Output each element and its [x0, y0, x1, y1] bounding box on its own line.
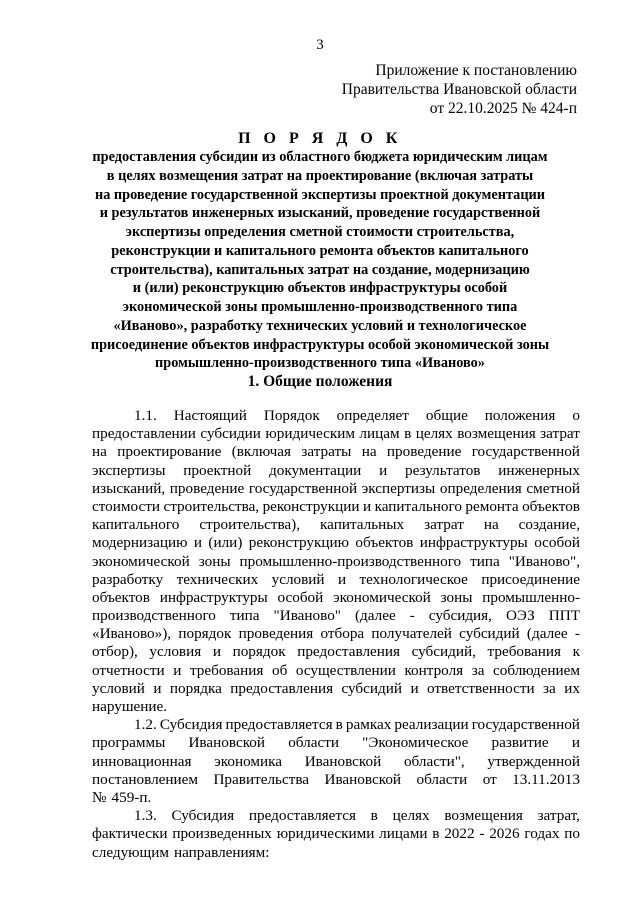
word: "Иваново",: [508, 552, 580, 570]
word: Настоящий: [173, 407, 247, 424]
word: и: [173, 661, 182, 679]
word: предоставляется: [225, 716, 333, 734]
word: экспертизы: [92, 461, 166, 479]
word: экономика: [214, 752, 282, 770]
body-line: [92, 571, 580, 589]
appendix-line: от 22.10.2025 № 424-п: [429, 99, 577, 117]
word: затрат: [540, 425, 580, 443]
body-line: [92, 825, 580, 843]
subtitle-line: «Иваново», разработку технических условий и технологическое: [113, 317, 527, 334]
subtitle-line: промышленно-производственного типа «Иваново»: [155, 355, 485, 372]
word: и: [212, 643, 221, 661]
word: технических: [176, 570, 259, 588]
word: капитального: [92, 516, 180, 534]
body-line: [92, 844, 580, 862]
word: ремонта: [465, 497, 519, 515]
body-line: [92, 425, 580, 443]
word: результатов: [405, 461, 481, 479]
word: за: [543, 679, 556, 697]
word: документации: [269, 461, 362, 479]
word: реализации: [394, 716, 469, 734]
body-line: [92, 443, 580, 461]
body-line: [92, 662, 580, 680]
word: ОЭЗ: [505, 607, 535, 625]
subtitle-line: на проведение государственной экспертизы проектной документации: [94, 186, 546, 203]
word: за: [471, 661, 485, 679]
word: реконструкции: [262, 497, 360, 515]
word: соблюдением: [493, 661, 580, 679]
word: 13.11.2013: [512, 770, 580, 788]
word: объектов: [92, 588, 150, 606]
body-line: [92, 698, 580, 716]
page-number: 3: [316, 37, 324, 53]
word: 2022: [444, 825, 475, 843]
word: проектирование: [117, 443, 222, 461]
body-line: [92, 716, 580, 734]
word: и: [337, 570, 347, 588]
word: затрат: [424, 516, 464, 534]
body-line: [92, 625, 580, 643]
word: проведение: [386, 443, 462, 461]
word: предоставления: [297, 643, 401, 661]
body-line: [92, 534, 580, 552]
word: (включая: [231, 443, 292, 461]
word: Ивановской: [324, 770, 402, 788]
word: программы: [92, 734, 166, 752]
word: "Иваново": [273, 607, 341, 625]
word: направлениям:: [173, 843, 270, 861]
word: юридическим: [265, 425, 355, 443]
word: их: [564, 679, 580, 697]
word: ППТ: [548, 607, 580, 625]
word: проведение: [169, 479, 245, 497]
word: требования: [189, 661, 264, 679]
word: возмещения: [457, 425, 536, 443]
word: №: [92, 788, 107, 806]
body-line: [92, 680, 580, 698]
word: объектов: [355, 534, 414, 552]
word: строительства,: [163, 497, 260, 515]
word: государственной: [471, 716, 580, 734]
word: об: [271, 661, 288, 679]
word: предоставлении: [92, 425, 196, 443]
appendix-line: Приложение к постановлению: [375, 62, 577, 79]
word: субсидии: [200, 425, 261, 443]
word: типа: [470, 552, 500, 570]
word: разработку: [92, 570, 164, 588]
word: определяет: [336, 407, 409, 424]
word: возмещения: [444, 807, 523, 825]
word: инженерных: [498, 461, 580, 479]
word: условия: [149, 643, 202, 661]
word: области: [288, 734, 339, 752]
word: и: [153, 679, 162, 697]
word: 2026: [489, 825, 520, 843]
word: субсидия,: [428, 607, 492, 625]
word: 1.1.: [134, 407, 157, 424]
word: предоставляется: [248, 807, 356, 825]
body-line: [92, 498, 580, 516]
word: «Иваново»),: [92, 625, 172, 643]
word: -: [409, 607, 415, 625]
word: порядок: [178, 625, 232, 643]
word: определения: [439, 479, 522, 497]
word: на: [483, 516, 499, 534]
word: по: [564, 825, 580, 843]
word: Субсидия: [159, 716, 223, 734]
word: общие: [425, 407, 468, 424]
word: затрат,: [537, 807, 580, 825]
word: изысканий,: [92, 479, 166, 497]
word: предоставления: [230, 679, 334, 697]
body-line: [92, 807, 580, 825]
document-title: П О Р Я Д О К: [238, 130, 402, 147]
subtitle-line: присоединение объектов инфраструктуры особой экономической зоны: [90, 336, 550, 353]
word: присоединение: [481, 570, 580, 588]
word: инфраструктуры: [419, 534, 528, 552]
word: экспертизы: [361, 479, 436, 497]
word: и: [379, 461, 388, 479]
word: проведения: [238, 625, 314, 643]
subtitle-line: реконструкции и капитального ремонта объектов капитального: [111, 242, 529, 259]
word: субсидий,: [411, 643, 476, 661]
word: постановлением: [92, 770, 199, 788]
word: субсидий: [341, 679, 403, 697]
word: особой: [534, 534, 580, 552]
body-line: [92, 407, 580, 425]
body-line: [92, 753, 580, 771]
word: Порядок: [263, 407, 320, 424]
word: отбор),: [92, 643, 138, 661]
word: ответственности: [427, 679, 535, 697]
word: типа: [229, 607, 260, 625]
subtitle-line: экспертизы определения сметной стоимости строительства,: [125, 224, 515, 240]
word: следующим: [92, 843, 169, 861]
word: лицам: [359, 425, 400, 443]
word: экономической: [92, 552, 190, 570]
word: в: [335, 716, 343, 734]
body-line: [92, 589, 580, 607]
word: особой: [277, 588, 324, 606]
word: Правительства: [213, 770, 310, 788]
body-line: [92, 607, 580, 625]
word: в: [432, 825, 440, 843]
body-line: [92, 480, 580, 498]
word: порядок: [232, 643, 286, 661]
word: капитального: [374, 497, 462, 515]
word: Ивановской: [304, 752, 382, 770]
body-line: [92, 553, 580, 571]
body-line: [92, 643, 580, 661]
word: объектов: [522, 497, 580, 515]
word: рамках: [345, 716, 392, 734]
subtitle-line: в целях возмещения затрат на проектирование (включая затраты: [106, 167, 534, 184]
word: сметной: [526, 479, 580, 497]
word: (или): [208, 534, 243, 552]
body-line: [92, 734, 580, 752]
body-line: [92, 516, 580, 534]
word: субсидий: [459, 625, 520, 643]
word: реконструкцию: [248, 534, 349, 552]
word: лицами: [379, 825, 428, 843]
body-line: [92, 462, 580, 480]
word: государственной: [471, 443, 580, 461]
word: зоны: [198, 552, 231, 570]
word: осуществлении: [295, 661, 396, 679]
word: промышленно-: [482, 588, 580, 606]
document-subtitle: [0, 148, 640, 373]
word: порядка: [169, 679, 222, 697]
word: условий: [92, 679, 145, 697]
word: инновационная: [92, 752, 192, 770]
word: -: [574, 625, 580, 643]
word: получателей: [371, 625, 452, 643]
word: промышленно-производственного: [239, 552, 462, 570]
word: требования: [487, 643, 561, 661]
word: проектной: [183, 461, 252, 479]
word: условий: [271, 570, 325, 588]
word: к: [572, 643, 580, 661]
word: зоны: [440, 588, 473, 606]
word: технологическое: [359, 570, 468, 588]
word: и: [363, 497, 372, 515]
word: затраты: [301, 443, 352, 461]
word: юридическими: [276, 825, 375, 843]
word: стоимости: [92, 497, 160, 515]
word: фактически: [92, 825, 168, 843]
word: -: [479, 825, 485, 843]
word: "Экономическое: [362, 734, 469, 752]
word: и: [571, 734, 580, 752]
word: экономической: [333, 588, 431, 606]
body-line: [92, 789, 580, 807]
word: Субсидия: [171, 807, 235, 825]
word: (далее: [355, 607, 396, 625]
word: о: [572, 407, 580, 424]
word: создание,: [518, 516, 580, 534]
word: (далее: [526, 625, 568, 643]
word: 1.2.: [134, 716, 157, 734]
body-line: [92, 771, 580, 789]
word: и: [410, 679, 419, 697]
word: в: [370, 807, 378, 825]
word: годах: [524, 825, 560, 843]
word: области",: [403, 752, 465, 770]
word: Ивановской: [188, 734, 266, 752]
word: государственной: [248, 479, 358, 497]
subtitle-line: строительства), капитальных затрат на создание, модернизацию: [110, 261, 530, 278]
word: положения: [484, 407, 556, 424]
word: нарушение.: [92, 698, 168, 715]
subtitle-line: и (или) реконструкцию объектов инфраструктуры особой: [132, 280, 508, 297]
word: 459-п.: [111, 788, 152, 806]
word: отбора: [320, 625, 365, 643]
word: целях: [392, 807, 430, 825]
word: утвержденной: [487, 752, 580, 770]
body-text: [92, 407, 580, 862]
word: в: [404, 425, 412, 443]
appendix-line: Правительства Ивановской области: [341, 80, 577, 98]
word: и: [193, 534, 202, 552]
appendix-note: [342, 62, 577, 118]
section-heading: 1. Общие положения: [247, 373, 393, 390]
word: инфраструктуры: [159, 588, 268, 606]
word: производственного: [92, 607, 216, 625]
word: развитие: [491, 734, 549, 752]
word: на: [361, 443, 377, 461]
word: области: [416, 770, 468, 788]
word: целях: [415, 425, 453, 443]
subtitle-line: предоставления субсидии из областного бюджета юридическим лицам: [92, 149, 548, 165]
word: строительства),: [199, 516, 301, 534]
subtitle-line: и результатов инженерных изысканий, проведение государственной: [99, 205, 541, 222]
word: отчетности: [92, 661, 165, 679]
word: капитальных: [320, 516, 405, 534]
word: на: [92, 443, 107, 461]
subtitle-line: экономической зоны промышленно-производственного типа: [122, 299, 518, 315]
word: 1.3.: [134, 807, 157, 825]
word: от: [482, 770, 497, 788]
word: произведенных: [172, 825, 272, 843]
word: контроля: [404, 661, 464, 679]
word: модернизацию: [92, 534, 188, 552]
